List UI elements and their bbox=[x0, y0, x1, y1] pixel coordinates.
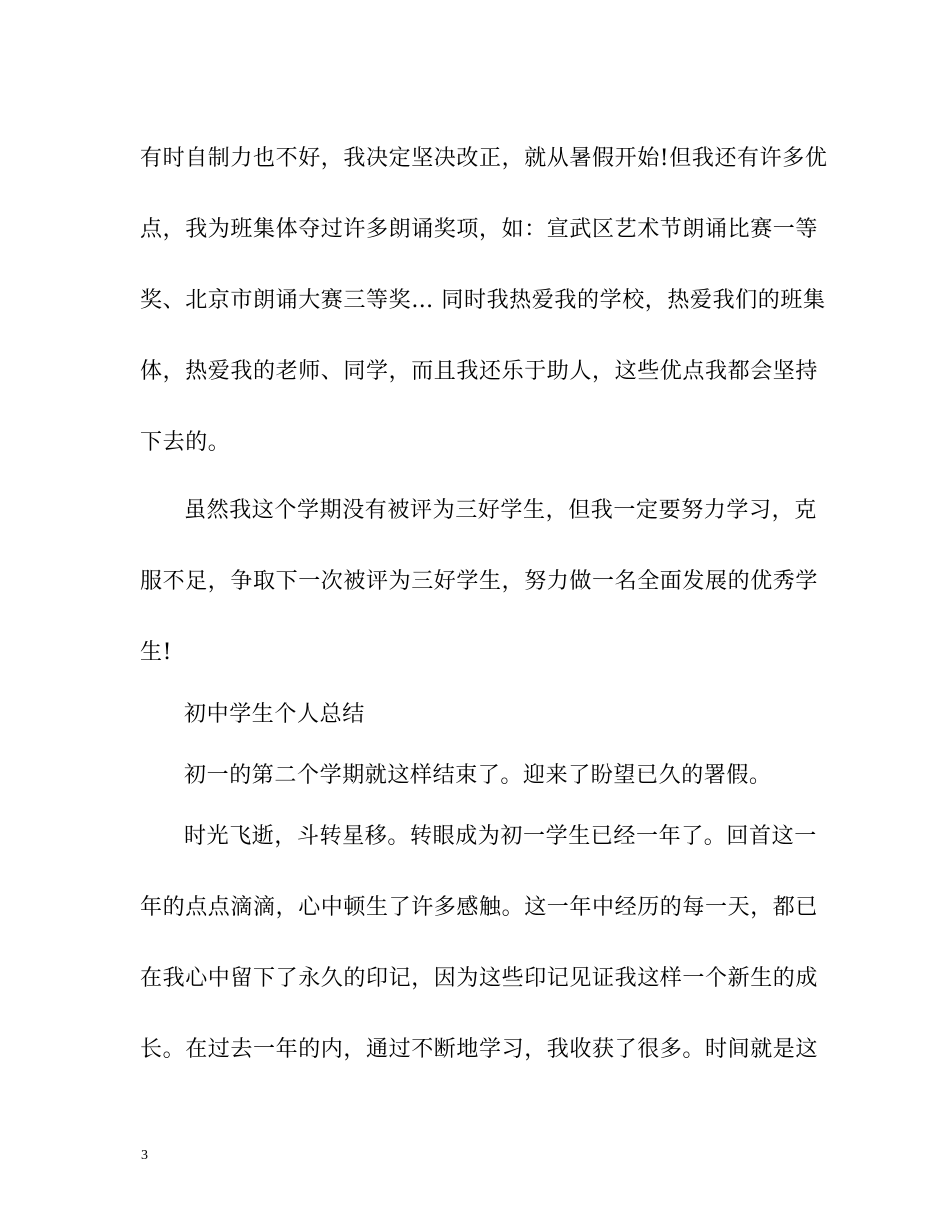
text-line: 奖、北京市朗诵大赛三等奖… 同时我热爱我的学校，热爱我们的班集 bbox=[140, 288, 826, 313]
text-line: 时光飞逝，斗转星移。转眼成为初一学生已经一年了。回首这一 bbox=[184, 824, 817, 849]
text-line: 生! bbox=[140, 640, 173, 665]
text-line: 体，热爱我的老师、同学，而且我还乐于助人，这些优点我都会坚持 bbox=[140, 359, 819, 384]
section-heading: 初中学生个人总结 bbox=[184, 702, 365, 727]
text-line: 服不足，争取下一次被评为三好学生，努力做一名全面发展的优秀学 bbox=[140, 569, 819, 594]
text-line: 长。在过去一年的内，通过不断地学习，我收获了很多。时间就是这 bbox=[140, 1037, 819, 1062]
text-line: 年的点点滴滴，心中顿生了许多感触。这一年中经历的每一天，都已 bbox=[140, 895, 819, 920]
text-line: 虽然我这个学期没有被评为三好学生，但我一定要努力学习，克 bbox=[184, 498, 817, 523]
text-line: 在我心中留下了永久的印记，因为这些印记见证我这样一个新生的成 bbox=[140, 966, 819, 991]
page-number: 3 bbox=[141, 1148, 148, 1163]
text-line: 下去的。 bbox=[140, 430, 231, 455]
text-line: 有时自制力也不好，我决定坚决改正，就从暑假开始!但我还有许多优 bbox=[140, 146, 828, 171]
text-line: 点，我为班集体夺过许多朗诵奖项，如：宣武区艺术节朗诵比赛一等 bbox=[140, 217, 819, 242]
text-line: 初一的第二个学期就这样结束了。迎来了盼望已久的署假。 bbox=[184, 763, 772, 788]
